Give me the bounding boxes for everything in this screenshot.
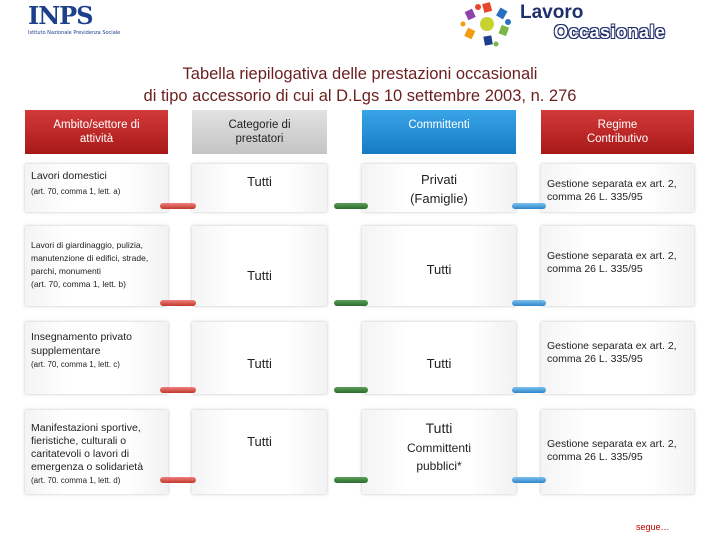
table-row-3-committenti: [362, 322, 516, 394]
column-header-ambito-label: Ambito/settore di attività: [53, 119, 140, 145]
connector-row-3-a: [160, 387, 196, 393]
connector-row-2-a: [160, 300, 196, 306]
inps-logo-text: INPS: [28, 1, 93, 30]
connector-row-1-c: [512, 203, 546, 209]
lavoro-occasionale-logo: [458, 0, 688, 48]
table-row-2-regime: [541, 226, 694, 306]
regime-text: Gestione separata ex art. 2, comma 26 L. 335/95: [547, 438, 677, 463]
connector-row-3-c: [512, 387, 546, 393]
brand-word-lavoro: Lavoro: [520, 2, 584, 23]
ambito-reference: (art. 70, comma 1, lett. a): [31, 187, 121, 196]
categorie-text: Tutti: [247, 434, 272, 449]
connector-row-2-b: [334, 300, 368, 306]
connector-row-4-c: [512, 477, 546, 483]
committenti-text: Tutti: [425, 420, 453, 436]
connector-row-1-a: [160, 203, 196, 209]
categorie-text: Tutti: [247, 356, 272, 371]
committenti-text: Tutti: [426, 262, 452, 277]
inps-logo-subtitle: Istituto Nazionale Previdenza Sociale: [28, 30, 121, 36]
connector-row-4-a: [160, 477, 196, 483]
page-title-line1: Tabella riepilogativa delle prestazioni occasionali: [182, 65, 538, 83]
ambito-reference: (art. 70, comma 1, lett. c): [31, 360, 120, 369]
ambito-text: Lavori domestici: [31, 170, 107, 182]
connector-row-1-b: [334, 203, 368, 209]
regime-text: Gestione separata ex art. 2, comma 26 L. 335/95: [547, 340, 677, 365]
table-row-4-categorie: [192, 410, 327, 494]
table-row-3-ambito: [25, 322, 168, 394]
column-header-ambito: [25, 110, 168, 154]
table-row-4-regime: [541, 410, 694, 494]
ambito-text: Lavori di giardinaggio, pulizia, manutenzione di edifici, strade, parchi, monumenti: [31, 240, 149, 276]
column-header-committenti-label: Committenti: [408, 119, 470, 131]
column-header-regime-label: Regime Contributivo: [586, 119, 649, 145]
column-header-regime: [541, 110, 694, 154]
ambito-text: Manifestazioni sportive, fieristiche, culturali o caritatevoli o lavori di emergenza o solidarietà: [31, 422, 144, 473]
table-row-1-ambito: [25, 164, 168, 212]
table-row-2-categorie: [192, 226, 327, 306]
column-header-categorie: [192, 110, 327, 154]
brand-word-occasionale: Occasionale: [554, 22, 666, 42]
table-row-1-categorie: [192, 164, 327, 212]
committenti-extra-text: Committenti pubblici*: [406, 441, 471, 473]
ambito-reference: (art. 70, comma 1, lett. b): [31, 279, 126, 289]
connector-row-3-b: [334, 387, 368, 393]
lavoro-occasionale-emblem-icon: [458, 0, 516, 48]
table-row-4-ambito: [25, 410, 168, 494]
table-row-1-regime: [541, 164, 694, 212]
connector-row-2-c: [512, 300, 546, 306]
column-header-committenti: [362, 110, 516, 154]
table-row-3-categorie: [192, 322, 327, 394]
page-title-line2: di tipo accessorio di cui al D.Lgs 10 settembre 2003, n. 276: [143, 87, 577, 105]
categorie-text: Tutti: [247, 174, 272, 189]
table-row-1-committenti: [362, 164, 516, 212]
table-row-2-ambito: [25, 226, 168, 306]
connector-row-4-b: [334, 477, 368, 483]
regime-text: Gestione separata ex art. 2, comma 26 L. 335/95: [547, 250, 677, 275]
segue-link[interactable]: segue…: [636, 522, 670, 532]
table-row-4-committenti: [362, 410, 516, 494]
ambito-text: Insegnamento privato supplementare: [31, 331, 132, 357]
table-row-3-regime: [541, 322, 694, 394]
ambito-reference: (art. 70. comma 1, lett. d): [31, 476, 121, 485]
table-row-2-committenti: [362, 226, 516, 306]
committenti-text: Tutti: [426, 356, 452, 371]
column-header-categorie-label: Categorie di prestatori: [228, 119, 291, 145]
inps-logo: [28, 1, 128, 40]
committenti-text: Privati (Famiglie): [410, 172, 468, 206]
regime-text: Gestione separata ex art. 2, comma 26 L. 335/95: [547, 178, 677, 203]
categorie-text: Tutti: [247, 268, 272, 283]
